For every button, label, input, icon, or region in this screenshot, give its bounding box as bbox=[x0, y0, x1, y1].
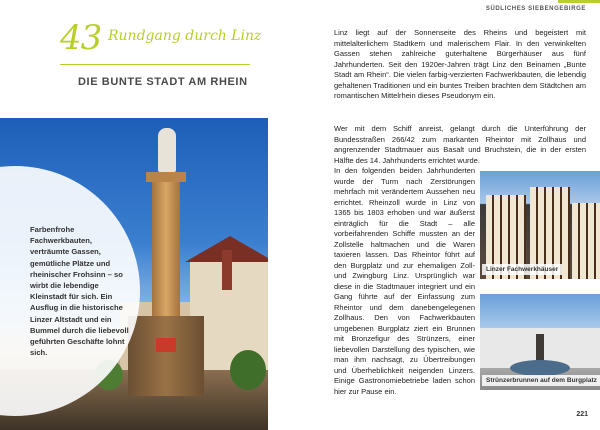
photo-fountain-base bbox=[128, 316, 204, 396]
photo-caption: Strünzerbrunnen auf dem Burgplatz bbox=[482, 375, 600, 386]
tour-title: Rundgang durch Linz bbox=[108, 28, 262, 44]
right-page bbox=[300, 0, 600, 430]
photo-timber-house bbox=[572, 203, 600, 279]
photo-caption: Linzer Fachwerkhäuser bbox=[482, 264, 562, 275]
body-paragraph: Wer mit dem Schiff anreist, gelangt durch die Unterführung der Bundesstraßen 266/42 zum markanten Rheintor mit Zollhaus und angrenzender Stadtmauer aus Basalt und Bruchstein, die in der ersten Hälfte des 14. Jahrhunderts errichtet wurde. bbox=[334, 124, 586, 165]
tour-number: 43 bbox=[60, 18, 102, 58]
photo-intro-caption: Farbenfrohe Fachwerkbauten, verträumte Gassen, gemütliche Plätze und rheinischer Frohsinn – so wirbt die lebendige Kleinstadt für sich. Ein Ausflug in die historische Linzer Altstadt und ein Bummel durch die liebevoll geführten Geschäfte lohnt sich. bbox=[30, 225, 129, 358]
photo-column-cap bbox=[146, 172, 186, 182]
header-accent-bar bbox=[558, 0, 600, 3]
tour-heading bbox=[60, 18, 290, 62]
photo-basin bbox=[510, 360, 570, 376]
fountain-square-photo bbox=[480, 294, 600, 390]
photo-statue bbox=[158, 128, 176, 172]
page-number: 221 bbox=[576, 411, 588, 418]
body-paragraph: Linz liegt auf der Sonnenseite des Rheins und begeistert mit mittelalterlichem Stadtkern und malerischem Flair. In den verwinkelten Gassen stehen zahlreiche guterhaltene Bürgerhäuser aus fünf Jahrhunderten. Seit den 1920er-Jahren trägt Linz den Beinamen „Bunte Stadt am Rhein“. Die vielen farbig-verzierten Fachwerkbauten, die lebendig gehaltenen Traditionen und ein buntes Treiben brachten dem Städtchen am romantischen Mittelrhein dieses Pseudonym ein. bbox=[334, 28, 586, 100]
photo-tree bbox=[230, 350, 266, 390]
running-header: SÜDLICHES SIEBENGEBIRGE bbox=[485, 6, 586, 12]
tour-underline bbox=[60, 64, 250, 65]
page-subtitle: DIE BUNTE STADT AM RHEIN bbox=[78, 76, 248, 88]
timber-houses-photo bbox=[480, 171, 600, 279]
photo-tower bbox=[222, 250, 232, 290]
body-paragraph: In den folgenden beiden Jahrhunderten wurde der Turm nach Zerstörungen mehrfach mit verändertem Aussehen neu errichtet. Rheinzoll wurde in Linz von 1365 bis 1803 erhoben und war äußerst einträglich für die Stadt – alle vorbeifahrenden Schiffe mussten an der Zollstelle haltmachen und die Waren taxieren lassen. Das Rheintor führt auf den Burgplatz und zur ehemaligen Zoll- und Zwingburg Linz. Ursprünglich war diese in die Stadtmauer integriert und ein Gang führte auf der Einfassung zum Rheintor und dem danebengelegenen Zollhaus. Den von Fachwerkbauten umgebenen Burgplatz ziert ein Brunnen mit Bronzefigur des Strünzers, einer liebevollen Darstellung des typischen, wie man ihm nachsagt, zu Übertreibungen und Überheblichkeit neigenden Linzers. Einige Gastronomiebetriebe laden schon hier zur Pause ein. bbox=[334, 166, 475, 396]
